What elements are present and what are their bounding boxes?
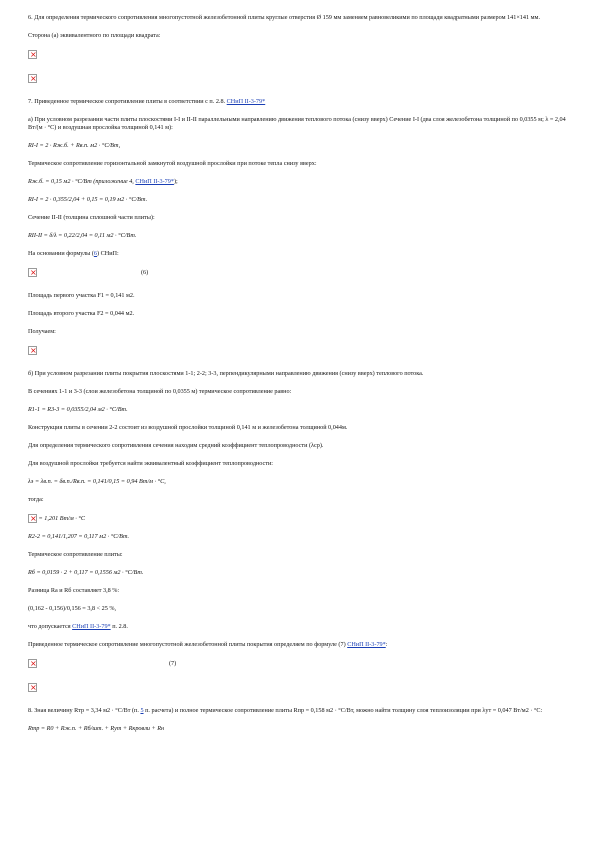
paragraph-area-1: Площадь первого участка F1 = 0,141 м2. bbox=[28, 292, 135, 299]
calc-link[interactable]: 5 bbox=[140, 707, 144, 714]
paragraph-equiv-lambda: Для воздушной прослойки требуется найти эквивалентный коэффициент теплопроводности: bbox=[28, 460, 274, 467]
formula-link[interactable]: 6 bbox=[93, 250, 98, 257]
formula-lambda-result: × = 1,201 Вт/м · °С bbox=[28, 514, 568, 523]
snip-link[interactable]: СНиП II-3-79* bbox=[347, 641, 386, 648]
broken-image-icon bbox=[28, 346, 37, 355]
paragraph-sections-1-3: В сечениях 1-1 и 3-3 (слои железобетона толщиной по 0,0355 м) термическое сопротивление равно: bbox=[28, 388, 292, 395]
paragraph-section-ii: Сечение II-II (толщина сплошной части плиты): bbox=[28, 214, 155, 221]
snip-link[interactable]: СНиП II-3-79* bbox=[135, 178, 174, 185]
formula-r-i-i: RI-I = 2 · Rж.б. + Rв.п. м2 · °С/Вт, bbox=[28, 142, 121, 149]
broken-image-icon bbox=[28, 514, 37, 523]
paragraph-b: б) При условном разрезании плиты покрытия плоскостями 1-1; 2-2; 3-3, перпендикулярными направлению движения (снизу вверх) теплового потока. bbox=[28, 370, 424, 377]
paragraph-formula-7: Приведенное термическое сопротивление многопустотной железобетонной плиты покрытия определяем по формуле (7) СНиП II-3-79*: bbox=[28, 641, 388, 648]
paragraph-then: тогда: bbox=[28, 496, 44, 503]
formula-r-1-1: R1-1 = R3-3 = 0,0355/2,04 м2 · °С/Вт. bbox=[28, 406, 128, 413]
snip-link[interactable]: СНиП II-3-79* bbox=[226, 98, 266, 105]
broken-image-icon bbox=[28, 683, 37, 692]
paragraph-air-gap: Термическое сопротивление горизонтальной замкнутой воздушной прослойки при потоке тепла снизу вверх: bbox=[28, 160, 317, 167]
formula-7-image bbox=[28, 659, 568, 671]
paragraph-a: а) При условном разрезании части плиты плоскостями I-I и II-II параллельными направлению движения теплового потока (снизу вверх) Сечение I-I (два слоя железобетона толщиной по 0,0355 м; λ = 2,04 Вт/(м · °С) и воздушная прослойка толщиной 0,141 м): bbox=[28, 116, 566, 131]
broken-image-1 bbox=[28, 50, 568, 62]
snip-link[interactable]: СНиП II-3-79* bbox=[72, 623, 111, 630]
paragraph-section-2-2: Конструкция плиты в сечении 2-2 состоит из воздушной прослойки толщиной 0,141 м и железобетона толщиной 0,044м. bbox=[28, 424, 348, 431]
broken-image-icon bbox=[28, 659, 37, 668]
paragraph-result: Получаем: bbox=[28, 328, 56, 335]
broken-image-2 bbox=[28, 74, 568, 86]
paragraph-8: 8. Зная величину Rтр = 3,34 м2 · °С/Вт (п. 5 п. расчета) и полное термическое сопротивление плиты Rпр = 0,158 м2 · °С/Вт, можно найти толщину слоя теплоизоляции при λут = 0,047 Вт/м2 · °С: bbox=[28, 707, 543, 714]
paragraph-7: 7. Приведенное термическое сопротивление плиты в соответствии с п. 2.8. СНиП II-3-79* bbox=[28, 98, 266, 105]
formula-r-ii-ii: RII-II = δ/λ = 0,22/2,04 = 0,11 м2 · °С/Вт. bbox=[28, 232, 137, 239]
formula-lambda-e: λэ = λв.п. = δв.п./Rв.п. = 0,141/0,15 = 0,94 Вт/м · °С, bbox=[28, 478, 166, 485]
formula-r-b: Rб = 0,0159 · 2 + 0,117 = 0,1556 м2 · °С/Вт. bbox=[28, 569, 144, 576]
paragraph-lambda-avg: Для определения термического сопротивления сечения находим средний коэффициент теплопроводности (λср). bbox=[28, 442, 324, 449]
equation-number-6: (6) bbox=[141, 268, 149, 276]
formula-difference: (0,162 - 0,156)/0,156 = 3,8 < 25 %, bbox=[28, 605, 117, 612]
formula-r-2-2: R2-2 = 0,141/1,207 = 0,117 м2 · °С/Вт. bbox=[28, 533, 130, 540]
paragraph-6: 6. Для определения термического сопротивления многопустотной железобетонной плиты круглые отверстия Ø 159 мм заменяем равновеликими по площади квадратными размером 141×141 мм. bbox=[28, 14, 541, 21]
paragraph-area-2: Площадь второго участка F2 = 0,044 м2. bbox=[28, 310, 135, 317]
broken-image-3 bbox=[28, 346, 568, 358]
formula-r-tr: Rтр = R0 + Rж.п. + Rб/шт. + Rут + Rкровли + Rн bbox=[28, 725, 165, 732]
formula-r-zhb: Rж.б. = 0,15 м2 · °С/Вт (приложение 4, СНиП II-3-79*); bbox=[28, 178, 178, 185]
broken-image-icon bbox=[28, 268, 37, 277]
formula-6-image bbox=[28, 268, 568, 280]
paragraph-square-side: Сторона (а) эквивалентного по площади квадрата: bbox=[28, 32, 161, 39]
paragraph-allowed: что допускается СНиП II-3-79* п. 2.8. bbox=[28, 623, 128, 630]
equation-number-7: (7) bbox=[169, 659, 177, 667]
document-body bbox=[28, 14, 568, 743]
broken-image-icon bbox=[28, 74, 37, 83]
broken-image-icon bbox=[28, 50, 37, 59]
paragraph-difference: Разница Rа и Rб составляет 3,8 %: bbox=[28, 587, 120, 594]
paragraph-formula-6: На основании формулы (6) СНиП: bbox=[28, 250, 119, 257]
broken-image-4 bbox=[28, 683, 568, 695]
paragraph-plate-resistance: Термическое сопротивление плиты: bbox=[28, 551, 123, 558]
formula-r-i-i-value: RI-I = 2 · 0,355/2,04 + 0,15 = 0,19 м2 · °С/Вт. bbox=[28, 196, 148, 203]
